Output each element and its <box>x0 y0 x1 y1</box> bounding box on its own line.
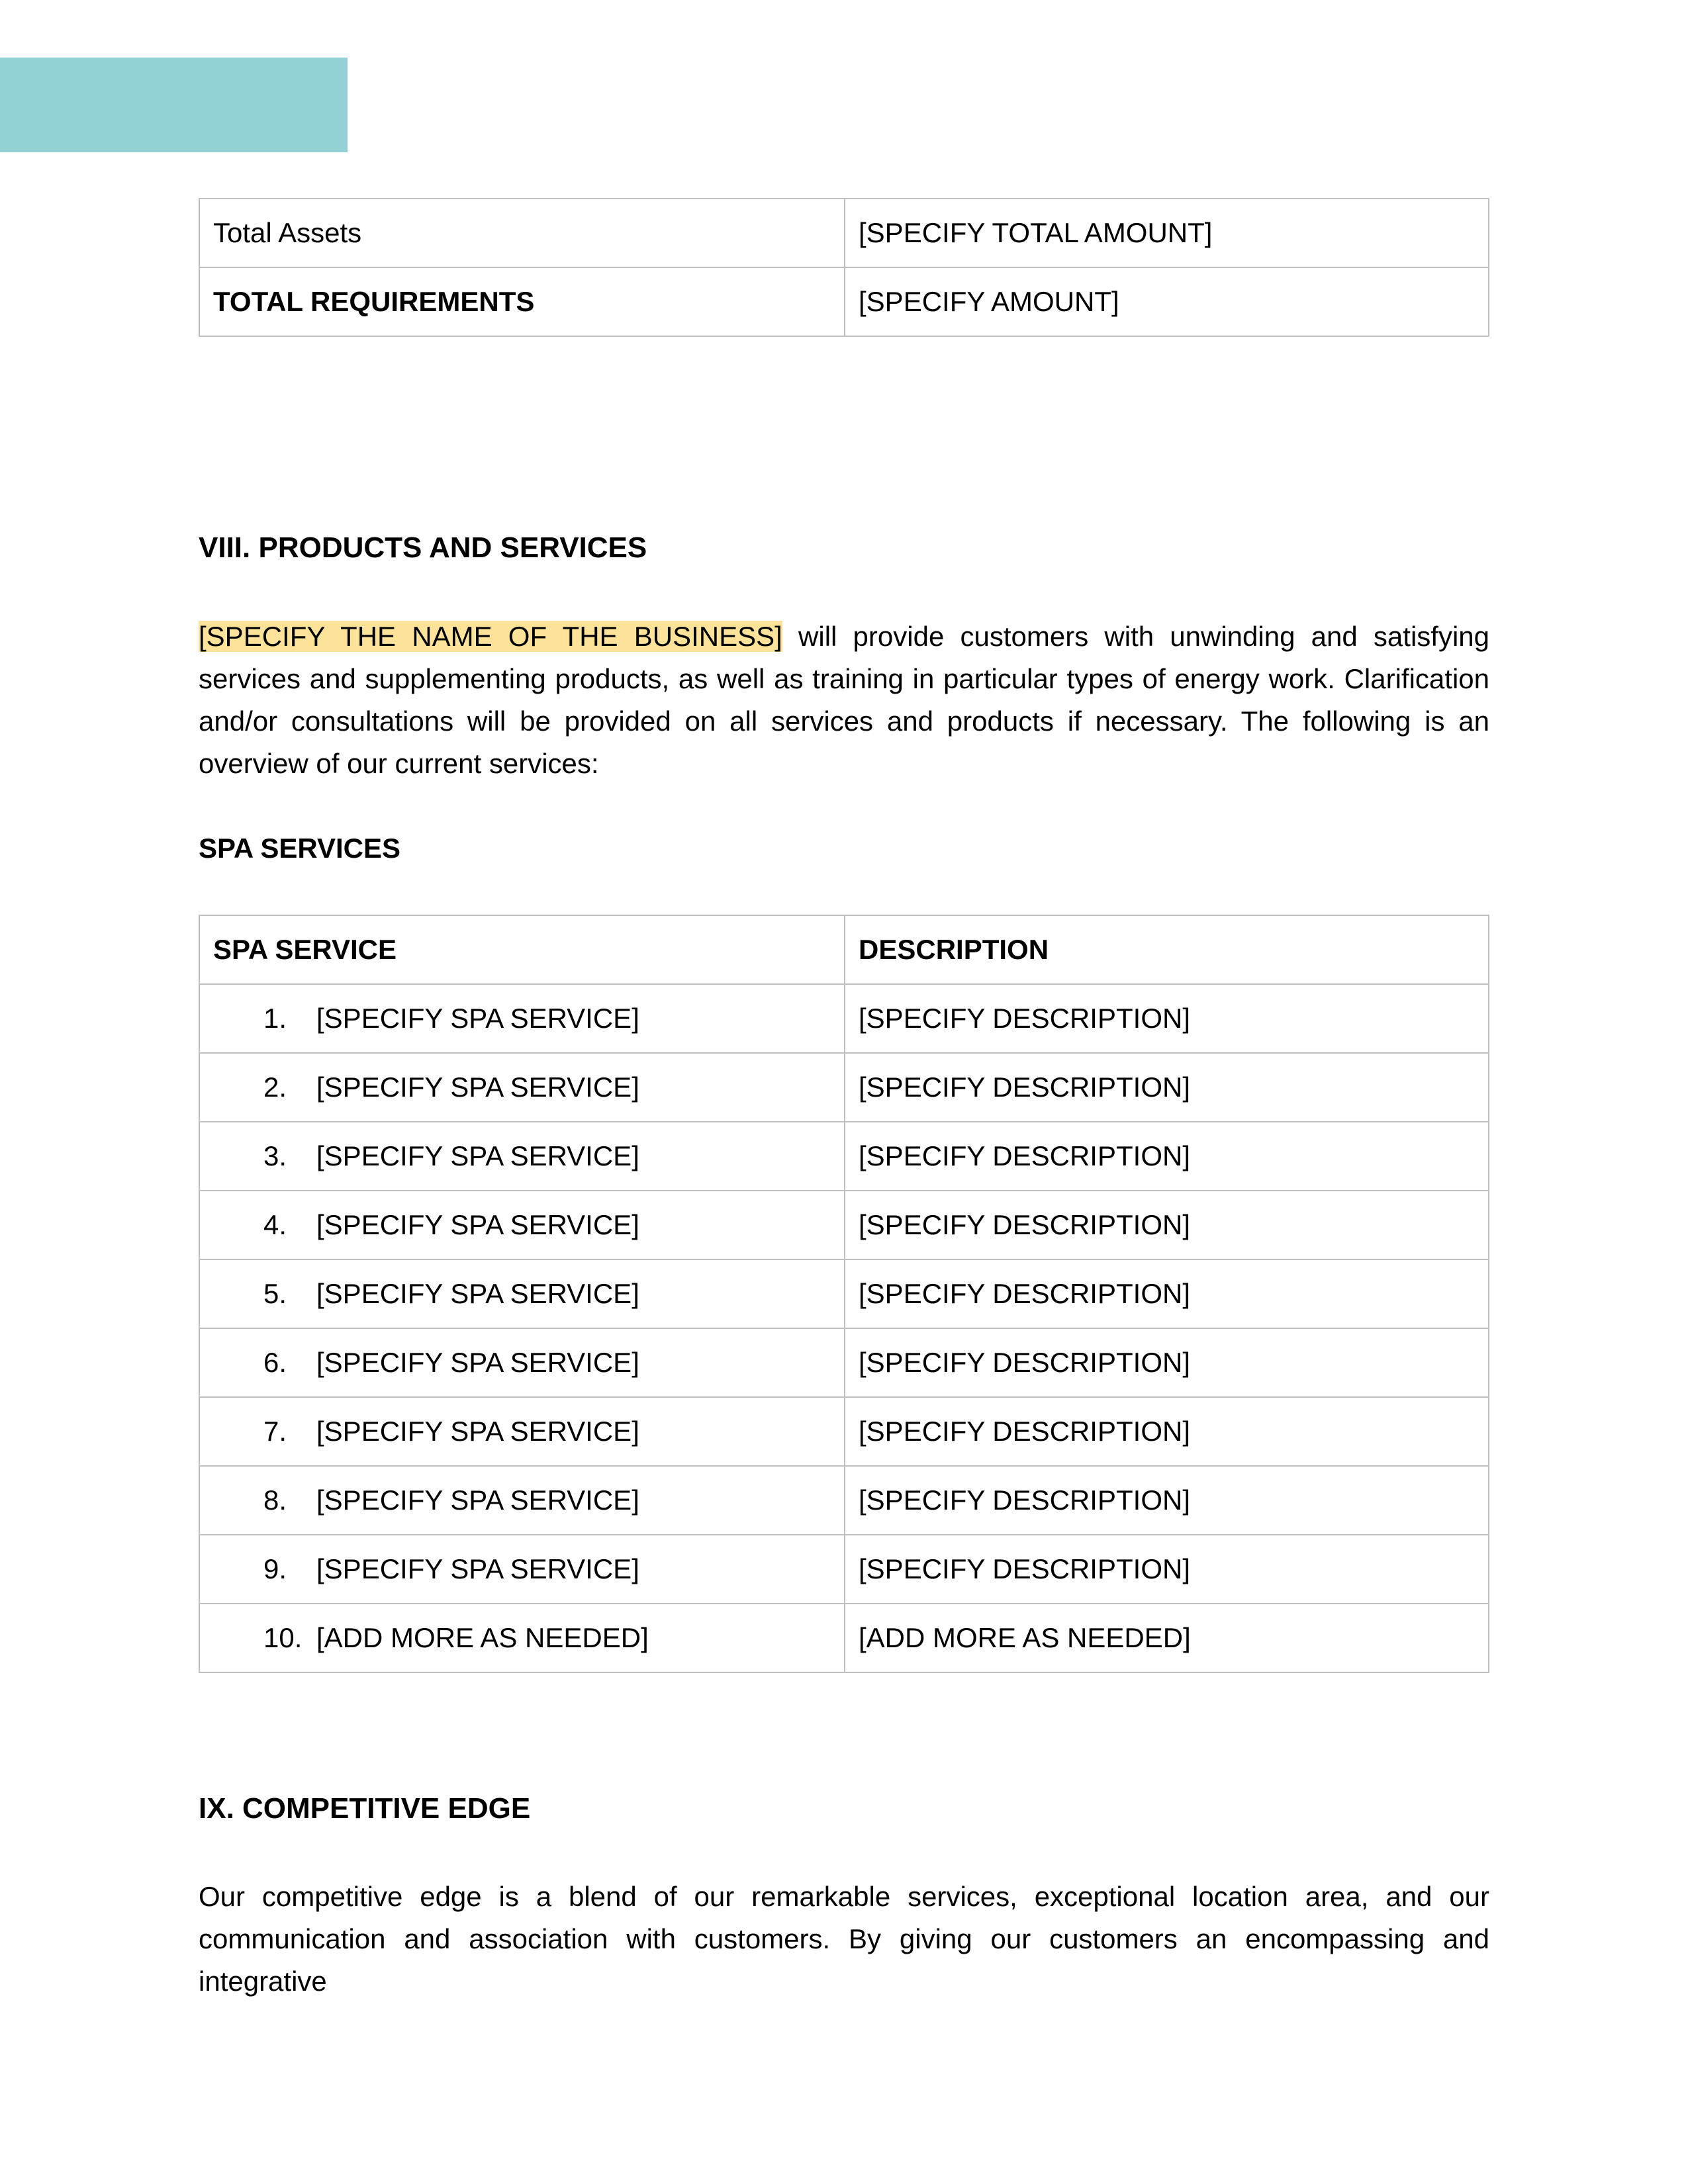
table-row <box>199 1535 1489 1604</box>
spa-service-cell <box>199 1535 845 1604</box>
list-number: 3. <box>263 1140 287 1171</box>
table-row <box>199 1328 1489 1397</box>
list-number: 1. <box>263 1003 287 1034</box>
description-cell: [SPECIFY DESCRIPTION] <box>845 984 1489 1053</box>
spa-service-cell <box>199 1328 845 1397</box>
spa-service-cell <box>199 1259 845 1328</box>
paragraph-text: will provide customers with unwinding and satisfying services and supplementing products, as well as training in particular types of energy work. Clarification and/or consultations will be provided on all services and products if necessary. The following is an overview of our current services: <box>199 621 1489 779</box>
assets-table <box>199 198 1489 337</box>
header-accent-block <box>0 58 348 152</box>
table-cell-label: Total Assets <box>199 199 845 267</box>
spa-service-text: [SPECIFY SPA SERVICE] <box>316 1209 639 1240</box>
spa-service-cell <box>199 1397 845 1466</box>
business-name-placeholder: [SPECIFY THE NAME OF THE BUSINESS] <box>199 621 782 652</box>
description-cell: [SPECIFY DESCRIPTION] <box>845 1122 1489 1191</box>
spa-service-text: [SPECIFY SPA SERVICE] <box>316 1071 639 1103</box>
table-row <box>199 199 1489 267</box>
spa-service-text: [SPECIFY SPA SERVICE] <box>316 1416 639 1447</box>
table-row <box>199 1604 1489 1672</box>
section-heading-products-services: VIII. PRODUCTS AND SERVICES <box>199 531 647 564</box>
list-number: 6. <box>263 1347 287 1378</box>
spa-service-text: [SPECIFY SPA SERVICE] <box>316 1278 639 1309</box>
description-cell: [SPECIFY DESCRIPTION] <box>845 1259 1489 1328</box>
spa-service-text: [SPECIFY SPA SERVICE] <box>316 1347 639 1378</box>
table-header-row <box>199 915 1489 984</box>
description-cell: [SPECIFY DESCRIPTION] <box>845 1053 1489 1122</box>
spa-service-cell <box>199 1604 845 1672</box>
column-header-spa-service: SPA SERVICE <box>199 915 845 984</box>
table-cell-value: [SPECIFY AMOUNT] <box>845 267 1489 336</box>
list-number: 10. <box>263 1622 303 1653</box>
table-row <box>199 1122 1489 1191</box>
spa-service-cell <box>199 1053 845 1122</box>
spa-service-cell <box>199 1191 845 1259</box>
description-cell: [SPECIFY DESCRIPTION] <box>845 1466 1489 1535</box>
spa-service-text: [SPECIFY SPA SERVICE] <box>316 1553 639 1584</box>
description-cell: [ADD MORE AS NEEDED] <box>845 1604 1489 1672</box>
description-cell: [SPECIFY DESCRIPTION] <box>845 1191 1489 1259</box>
description-cell: [SPECIFY DESCRIPTION] <box>845 1535 1489 1604</box>
list-number: 2. <box>263 1071 287 1103</box>
table-row <box>199 1191 1489 1259</box>
table-row <box>199 1397 1489 1466</box>
spa-service-cell <box>199 1466 845 1535</box>
spa-service-cell <box>199 1122 845 1191</box>
table-cell-value: [SPECIFY TOTAL AMOUNT] <box>845 199 1489 267</box>
table-cell-label: TOTAL REQUIREMENTS <box>199 267 845 336</box>
spa-service-text: [SPECIFY SPA SERVICE] <box>316 1140 639 1171</box>
table-row <box>199 984 1489 1053</box>
table-row <box>199 1466 1489 1535</box>
spa-service-text: [SPECIFY SPA SERVICE] <box>316 1003 639 1034</box>
spa-services-subheading: SPA SERVICES <box>199 833 400 864</box>
description-cell: [SPECIFY DESCRIPTION] <box>845 1328 1489 1397</box>
list-number: 8. <box>263 1484 287 1516</box>
list-number: 5. <box>263 1278 287 1309</box>
description-cell: [SPECIFY DESCRIPTION] <box>845 1397 1489 1466</box>
competitive-edge-paragraph: Our competitive edge is a blend of our remarkable services, exceptional location area, and our communication and association with customers. By giving our customers an encompassing and integrative <box>199 1881 1489 1997</box>
list-number: 9. <box>263 1553 287 1584</box>
spa-service-text: [SPECIFY SPA SERVICE] <box>316 1484 639 1516</box>
table-row <box>199 1259 1489 1328</box>
table-row <box>199 1053 1489 1122</box>
spa-service-text: [ADD MORE AS NEEDED] <box>316 1622 649 1653</box>
list-number: 7. <box>263 1416 287 1447</box>
spa-services-table <box>199 915 1489 1673</box>
spa-service-cell <box>199 984 845 1053</box>
section-heading-competitive-edge: IX. COMPETITIVE EDGE <box>199 1792 531 1825</box>
column-header-description: DESCRIPTION <box>845 915 1489 984</box>
products-services-paragraph <box>199 615 1489 785</box>
list-number: 4. <box>263 1209 287 1240</box>
table-row <box>199 267 1489 336</box>
